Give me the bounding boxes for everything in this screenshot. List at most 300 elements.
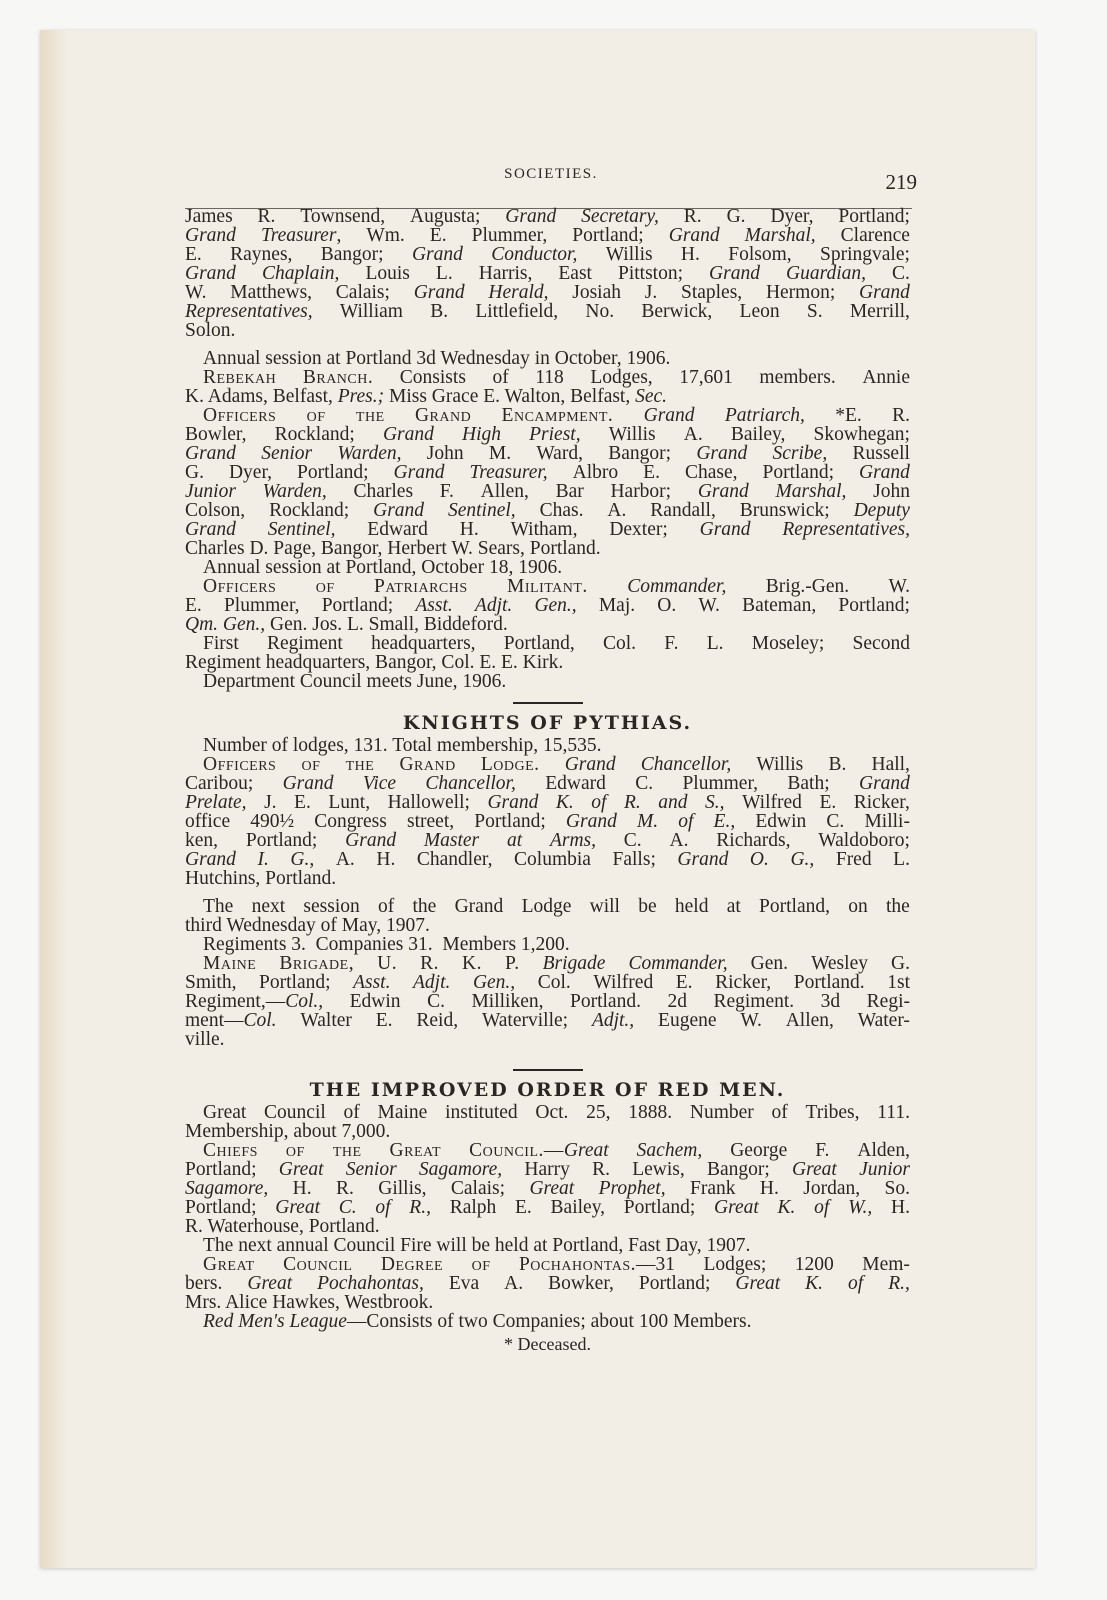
word-group [450,1198,497,1217]
word-group [592,1011,634,1030]
word-group [469,463,547,482]
word-group [430,226,447,245]
text-segment: 1888. [628,1102,673,1123]
text-segment: H. [891,1197,910,1218]
word-group [639,1274,711,1293]
word-group [383,425,434,444]
word-group [317,1274,424,1293]
text-segment: S. [806,301,823,322]
text-segment: The next annual Council Fire will be held at Portland, Fast Day, 1907. [203,1235,751,1256]
word-group [250,812,294,831]
text-line [185,1312,910,1331]
italic-title: Grand [697,481,749,502]
word-group [566,812,617,831]
small-caps-heading: Council [283,1254,353,1275]
italic-title: Grand [282,773,334,794]
italic-title: Grand [185,849,236,870]
word-group [679,368,733,387]
text-segment: Regiment [267,633,343,654]
text-segment: A. [504,1273,524,1294]
word-group [507,577,588,596]
word-group [185,207,233,226]
text-segment: E. [185,595,202,616]
word-group [185,1179,268,1198]
italic-title: Grand [699,519,751,540]
word-group [252,897,286,916]
text-segment: ment— [185,1010,244,1031]
italic-title: Great [714,1197,759,1218]
text-segment: Skowhegan; [813,424,910,445]
word-group [515,1198,532,1217]
small-caps-heading: Grand [414,405,472,426]
text-segment: Russell [852,443,910,464]
word-group [703,1255,766,1274]
word-group [624,831,642,850]
word-group [740,1011,762,1030]
word-group [203,1103,246,1122]
text-line [185,1160,910,1179]
small-caps-heading: Pochahontas. [518,1254,637,1275]
text-segment: Willis [605,244,653,265]
word-group [888,1274,910,1293]
text-segment: R. [592,1159,610,1180]
word-group [314,812,387,831]
text-segment: Portland. [793,972,865,993]
text-segment: Josiah [572,282,621,303]
word-group [638,897,656,916]
word-group [376,850,395,869]
text-segment: H. [680,244,700,265]
word-group [424,831,479,850]
section-heading: KNIGHTS OF PYTHIAS. [402,712,693,734]
text-segment: Witham, [510,519,578,540]
text-line [185,207,910,226]
word-group [681,245,700,264]
text-segment: office [185,811,231,832]
text-segment: L. [435,263,453,284]
text-segment: Calais; [335,282,390,303]
word-group [507,831,522,850]
word-group [264,793,276,812]
text-segment: Portland; [474,811,546,832]
word-group [535,368,564,387]
text-segment: Milliken, [471,991,544,1012]
text-segment: R. Waterhouse, Portland. [185,1216,380,1237]
italic-title: Prophet, [598,1178,666,1199]
word-group [185,1198,257,1217]
text-segment: Chandler, [416,849,493,870]
text-segment: Milli- [864,811,910,832]
text-segment: Edwin [755,811,807,832]
text-segment: Littlefield, [475,301,559,322]
text-segment: Portland; [245,830,318,851]
text-segment: Portland; [572,225,644,246]
text-segment: Allen, [785,1010,834,1031]
italic-title: Qm. Gen., [185,614,266,635]
word-group [337,444,401,463]
italic-title: High [462,424,501,445]
word-group [543,954,606,973]
italic-title: of [375,1197,391,1218]
text-segment: Maj. [598,595,636,616]
text-segment: the [886,896,910,917]
word-group [185,226,236,245]
italic-title: G., [290,849,315,870]
text-segment: 111. [877,1102,910,1123]
italic-title: Asst. [353,972,391,993]
word-group [585,302,614,321]
text-segment: Falls; [612,849,656,870]
text-line [185,577,910,596]
italic-title: Deputy [853,500,910,521]
text-segment: Portland, [503,633,575,654]
italic-title: Sagamore, [185,1178,269,1199]
word-group [339,1198,357,1217]
text-segment: 490½ [250,811,295,832]
text-line [185,1274,910,1293]
text-line [185,463,910,482]
text-line [185,283,910,302]
word-group [893,850,910,869]
italic-title: Scribe, [772,443,828,464]
italic-title: Grand [345,830,397,851]
text-line [185,1217,910,1236]
text-line [185,1122,910,1141]
word-group [185,482,236,501]
text-line [185,672,910,691]
word-group [268,520,336,539]
word-group [203,368,276,387]
word-group [388,793,470,812]
text-line [185,1198,910,1217]
word-group [852,444,909,463]
word-group [628,954,727,973]
italic-title: Great [275,1197,321,1218]
word-group [556,482,584,501]
text-segment: Colson, [185,500,246,521]
text-segment: Louis [365,263,410,284]
word-group [230,245,292,264]
page-header [185,166,917,206]
text-line [185,954,910,973]
italic-title: Red Men's League [203,1311,347,1332]
text-line [185,1293,910,1312]
small-caps-heading: Branch. [302,367,374,388]
text-segment: Hutchins, Portland. [185,868,337,889]
text-line [185,482,910,501]
word-group [185,774,253,793]
text-segment: bers. [185,1273,223,1294]
text-segment: Willis [608,424,656,445]
word-group [681,283,742,302]
text-segment: Harris, [478,263,533,284]
text-segment: E. [294,792,311,813]
word-group [854,793,910,812]
word-group [436,264,453,283]
italic-title: Great [529,1178,575,1199]
text-segment: E. [643,462,660,483]
word-group [185,1274,222,1293]
text-segment: the [412,896,437,917]
text-segment: ken, [185,830,219,851]
word-group [786,1011,834,1030]
small-caps-heading: Great [389,1140,442,1161]
italic-title: R., [409,1197,431,1218]
small-caps-heading: Patriarchs [374,576,468,597]
text-segment: Columbia [514,849,591,870]
italic-title: Marshal, [744,225,816,246]
text-segment: 118 [535,367,564,388]
small-caps-heading: Militant. [507,576,588,597]
word-group [657,596,676,615]
word-group [778,1198,796,1217]
word-group [229,463,272,482]
text-segment: First [203,633,239,654]
italic-title: Senior [345,1159,397,1180]
text-segment: J. [644,282,658,303]
italic-title: Master [423,830,480,851]
text-segment: C. [623,830,642,851]
small-caps-heading: Brigade, [279,953,355,974]
word-group [871,755,909,774]
text-segment: next [251,896,286,917]
word-group [400,368,466,387]
word-group [455,897,504,916]
word-group [820,245,910,264]
word-group [864,812,910,831]
text-segment: Leon [739,301,780,322]
italic-title: Sagamore, [418,1159,503,1180]
word-group [375,1198,390,1217]
text-segment: —Consists of two Companies; about 100 Members. [346,1311,752,1332]
italic-title: Treasurer [260,225,337,246]
text-segment: W. [698,595,720,616]
text-segment: F. [664,633,679,654]
text-segment: Portland; [838,206,910,227]
word-group [185,850,236,869]
word-group [481,482,529,501]
word-group [290,850,314,869]
small-caps-heading: of [301,754,321,775]
text-line [185,245,910,264]
text-segment: Lodges, [590,367,653,388]
word-group [581,207,659,226]
small-caps-heading: of [315,576,335,597]
italic-title: Commander, [627,576,727,597]
word-group [548,1274,614,1293]
text-segment: Consists [399,367,466,388]
text-line [185,869,910,888]
text-segment: Richards, [716,830,791,851]
word-group [862,368,910,387]
text-line [185,935,910,954]
word-group [203,1255,255,1274]
text-segment: —31 [636,1254,676,1275]
italic-title: Grand [393,462,445,483]
text-segment: E. [675,972,693,993]
text-line [185,916,910,935]
word-group [698,482,749,501]
text-segment: W. [185,282,207,303]
word-group [451,1179,505,1198]
word-group [690,1103,754,1122]
word-group [669,226,720,245]
text-segment: C. [427,991,445,1012]
word-group [322,596,394,615]
word-group [551,1198,606,1217]
text-segment: Edwin [349,991,401,1012]
word-group [410,207,480,226]
italic-title: Grand [185,443,236,464]
small-caps-heading: Officers [203,754,277,775]
word-group [302,755,321,774]
text-segment: Chas. [539,500,584,521]
italic-title: Adjt. [413,972,451,993]
text-segment: B. [430,301,449,322]
text-segment: Membership, about 7,000. [185,1121,391,1142]
word-group [367,520,428,539]
text-segment: So. [884,1178,910,1199]
text-line [185,634,910,653]
text-segment: H. [459,519,479,540]
text-segment: Alden, [857,1140,910,1161]
word-group [603,634,636,653]
text-segment: Council [264,1102,326,1123]
word-group [353,973,390,992]
text-segment: Portland; [259,972,331,993]
word-group [534,596,576,615]
text-line [185,1011,910,1030]
text-segment: H. [292,1178,312,1199]
text-segment: Wilfred [593,972,654,993]
word-group [700,520,751,539]
text-segment: Willis [756,754,804,775]
text-line [185,520,910,539]
italic-title: Secretary, [581,206,659,227]
italic-title: Patriarch, [724,405,805,426]
text-segment: Maine [377,1102,428,1123]
text-segment: 3d [820,991,841,1012]
word-group [261,226,341,245]
word-group [853,634,910,653]
text-line [185,653,910,672]
word-group [336,1179,354,1198]
text-segment: Springvale; [819,244,910,265]
word-group [644,406,695,425]
word-group [658,793,687,812]
word-group [185,302,313,321]
word-group [378,1179,426,1198]
text-line [185,226,910,245]
word-group [859,463,910,482]
italic-title: Col. [243,1010,277,1031]
word-group [790,850,814,869]
word-group [751,954,788,973]
text-segment: No. [585,301,615,322]
word-group [755,812,806,831]
text-segment: will [589,896,620,917]
word-group [203,1141,258,1160]
italic-title: Commander, [628,953,728,974]
word-group [787,774,829,793]
word-group [728,245,791,264]
word-group [487,793,538,812]
text-segment: K. Adams, Belfast, [185,386,338,407]
word-group [763,463,835,482]
word-group [269,501,349,520]
italic-title: Adjt. [474,595,513,616]
text-segment: F. [815,1140,830,1161]
word-group [363,774,396,793]
word-group [818,831,910,850]
italic-title: G., [790,849,815,870]
text-segment: Second [852,633,910,654]
text-segment: session [303,896,360,917]
italic-title: Representatives, [782,519,910,540]
word-group [328,793,370,812]
italic-title: Chaplain, [261,263,340,284]
word-group [185,264,236,283]
word-group [678,812,693,831]
text-segment: Bar [555,481,584,502]
text-segment: G. [726,206,746,227]
word-group [185,973,236,992]
word-group [479,264,533,283]
word-group [373,501,424,520]
text-segment: Reid, [416,1010,459,1031]
word-group [599,1179,666,1198]
text-segment: Mem- [862,1254,910,1275]
text-segment: ville. [185,1029,225,1050]
text-line [185,387,910,406]
small-caps-heading: P. [505,953,520,974]
text-segment: Charles [353,481,414,502]
text-segment: Great [203,1102,247,1123]
text-line [185,425,910,444]
small-caps-heading: Degree [380,1254,444,1275]
word-group [416,1011,458,1030]
italic-title: Grand [185,263,236,284]
word-group [664,634,678,653]
italic-title: Adjt., [591,1010,635,1031]
word-group [430,302,448,321]
italic-title: Grand [677,849,729,870]
word-group [637,812,658,831]
italic-title: Grand [411,244,463,265]
text-segment: 1200 [794,1254,834,1275]
word-group [419,1160,502,1179]
word-group [667,992,687,1011]
text-segment: Bailey, [730,424,786,445]
text-segment: Gen. Jos. L. Small, Biddeford. [265,614,508,635]
word-group [682,774,758,793]
word-group [815,1141,829,1160]
italic-title: Priest, [529,424,581,445]
text-segment: Pittston; [617,263,684,284]
text-line [185,897,910,916]
italic-title: of [814,1197,830,1218]
word-group [540,501,584,520]
word-group [550,831,596,850]
text-segment: C. [892,263,910,284]
word-group [185,793,247,812]
text-segment: Raynes, [230,244,293,265]
text-segment: H. [376,849,396,870]
italic-title: Great [735,1273,781,1294]
word-group [366,226,404,245]
text-segment: Dyer, [770,206,814,227]
footnote: * Deceased. [504,1334,591,1354]
